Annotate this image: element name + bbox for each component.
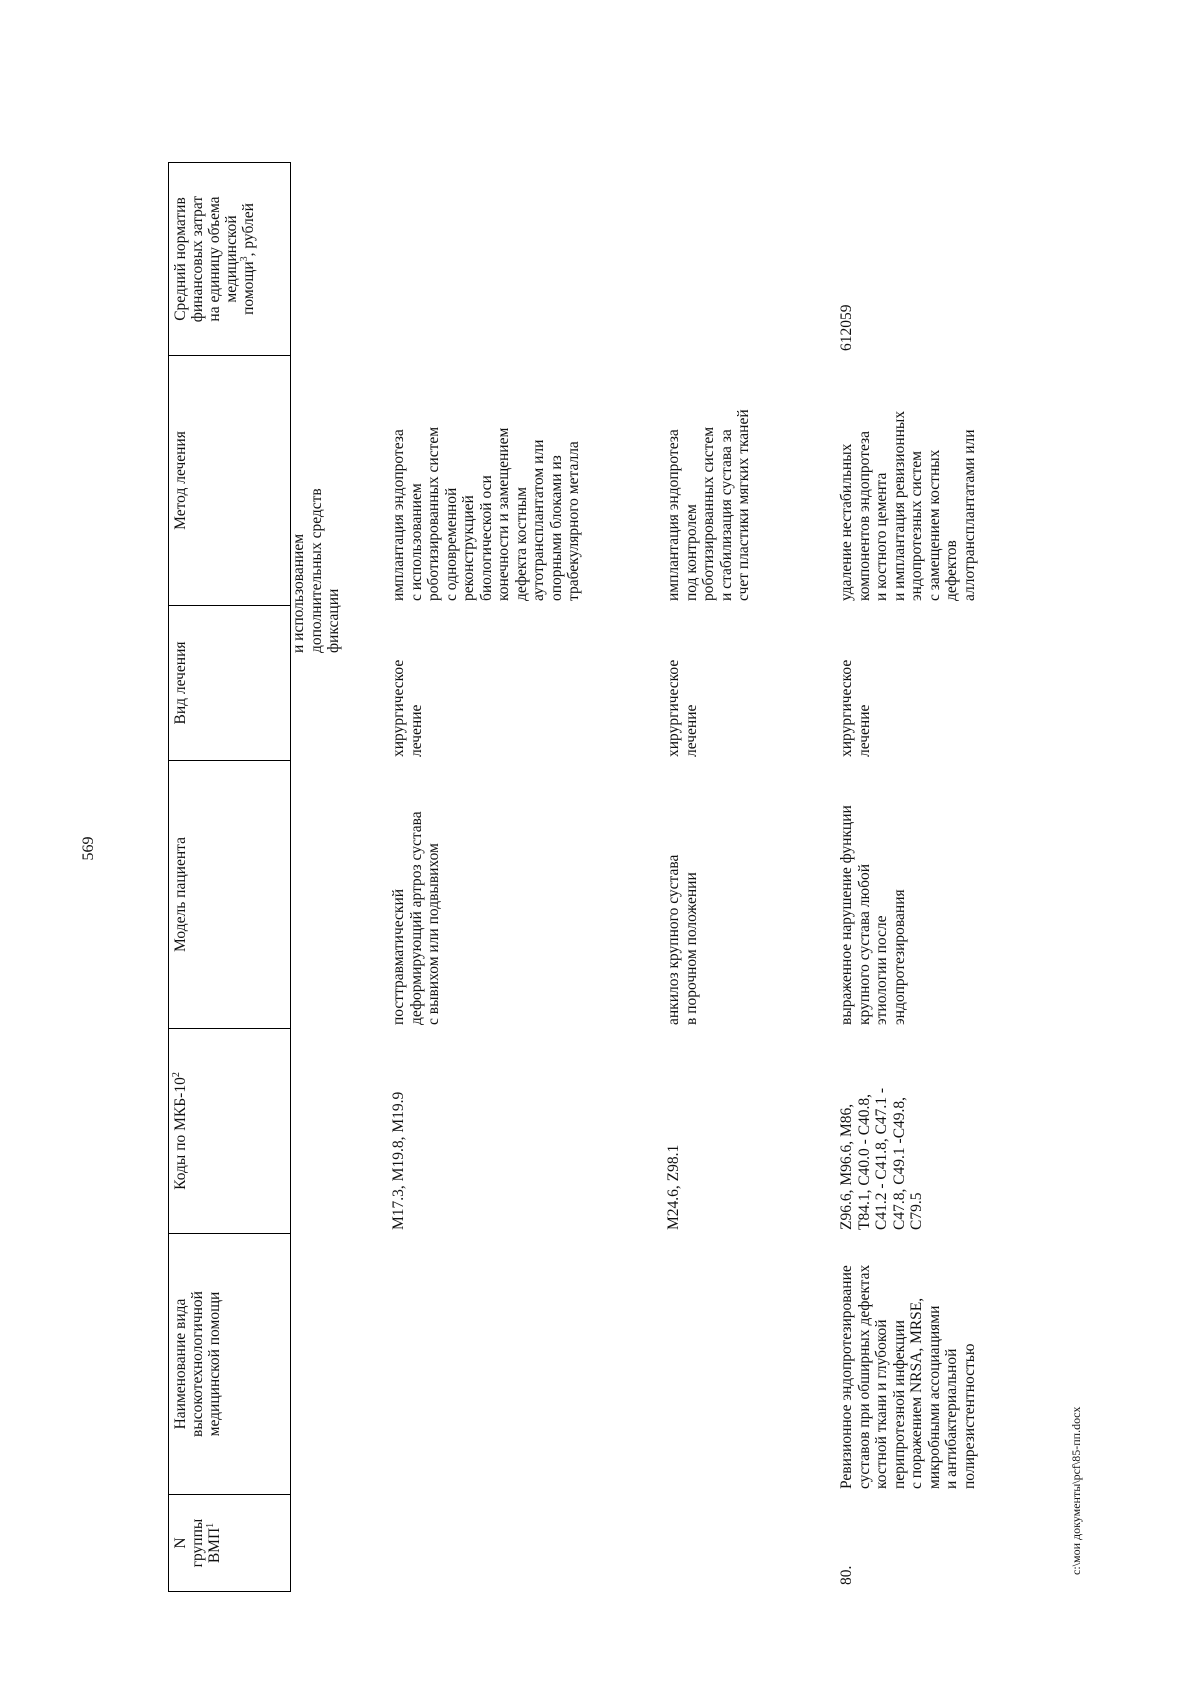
row-3-model: выраженное нарушение функции крупного сустава любой этиологии после эндопротезирования	[838, 805, 908, 1025]
row-3-codes: Z96.6, M96.6, M86, T84.1, C40.0 - C40.8, C41.2 - C41.8, C47.1 - C47.8, C49.1 -C49.8, C79.5	[838, 1087, 925, 1230]
row-1-type: хирургическое лечение	[390, 659, 425, 757]
row-0-method: и использованием дополнительных средств фиксации	[290, 488, 342, 653]
row-2-model: анкилоз крупного сустава в порочном положении	[665, 854, 700, 1025]
header-average-cost: Средний норматив финансовых затрат на единицу объема медицинской помощи$^3$, рублей	[169, 163, 291, 356]
row-3-name: Ревизионное эндопротезирование суставов при обширных дефектах костной ткани и глубокой перипротезной инфекции с поражением NRSA, MRSE, микробными ассоциациями и антибактериальной полирезистентностью	[838, 1264, 978, 1489]
header-treatment-method: Метод лечения	[169, 356, 291, 606]
row-1-codes: M17.3, M19.8, M19.9	[390, 1091, 407, 1230]
header-patient-model: Модель пациента	[169, 761, 291, 1029]
row-1-model: посттравматический деформирующий артроз сустава с вывихом или подвывихом	[390, 811, 442, 1025]
header-group-number: N группы ВМП$^1$	[169, 1495, 291, 1592]
row-2-method: имплантация эндопротеза под контролем роботизированных систем и стабилизация сустава за счет пластики мягких тканей	[665, 409, 752, 601]
page-number: 569	[80, 836, 97, 861]
row-3-method: удаление нестабильных компонентов эндопротеза и костного цемента и имплантация ревизионных эндопротезных систем с замещением костных дефектов аллотрансплантатами или	[838, 410, 978, 601]
header-treatment-type: Вид лечения	[169, 606, 291, 761]
row-3-number: 80.	[838, 1565, 855, 1585]
header-icd-codes: Коды по МКБ-$10^2$	[169, 1029, 291, 1234]
row-2-codes: M24.6, Z98.1	[665, 1144, 682, 1230]
row-1-method: имплантация эндопротеза с использованием роботизированных систем с одновременной реконструкцией биологической оси конечности и замещением дефекта костным аутотрансплантатом или опорными блоками из трабекулярного металла	[390, 426, 582, 601]
header-care-name: Наименование вида высокотехнологичной медицинской помощи	[169, 1234, 291, 1495]
row-2-type: хирургическое лечение	[665, 659, 700, 757]
row-3-type: хирургическое лечение	[838, 659, 873, 757]
row-3-cost: 612059	[838, 304, 855, 351]
table-header	[168, 162, 291, 1592]
footer-file-path: c:\мои документы\pcf\85-пп.docx	[1069, 1406, 1083, 1575]
